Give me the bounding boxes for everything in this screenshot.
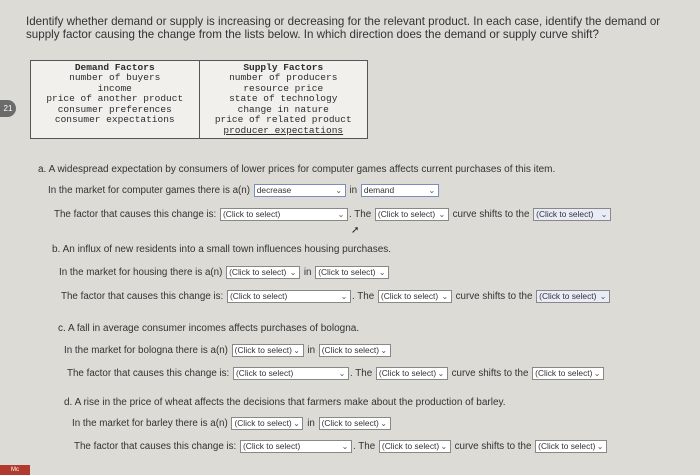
chevron-down-icon: ⌄ — [600, 210, 608, 219]
dropdown-value: (Click to select) — [229, 267, 287, 277]
change-type-dropdown[interactable] — [232, 344, 304, 357]
supply-factor-item: resource price — [243, 82, 324, 94]
dropdown-value: (Click to select) — [378, 368, 437, 378]
chevron-down-icon: ⌄ — [341, 442, 349, 451]
shifts-text: curve shifts to the — [455, 291, 533, 303]
supply-factors-title: Supply Factors — [243, 62, 324, 73]
dropdown-value: (Click to select) — [377, 209, 436, 219]
chevron-down-icon: ⌄ — [337, 210, 345, 219]
in-text: in — [349, 185, 358, 197]
change-type-dropdown[interactable] — [254, 184, 346, 197]
shifts-text: curve shifts to the — [452, 209, 530, 221]
demand-factor-item: income — [97, 82, 132, 94]
dropdown-value: (Click to select) — [381, 441, 440, 451]
in-text: in — [307, 345, 316, 357]
market-text: In the market for computer games there is a(n) — [48, 185, 251, 197]
demand-supply-dropdown[interactable] — [319, 417, 391, 430]
the-text: . The — [350, 368, 373, 380]
curve-dropdown[interactable] — [379, 440, 451, 453]
supply-factor-item: price of related product — [214, 114, 352, 125]
demand-factor-item: number of buyers — [69, 72, 161, 83]
in-text: in — [303, 267, 312, 279]
question-b-title: b. An influx of new residents into a small town influences housing purchases. — [52, 244, 392, 255]
the-text: . The — [353, 441, 376, 453]
chevron-down-icon: ⌄ — [340, 292, 348, 301]
instructions-text: Identify whether demand or supply is increasing or decreasing for the relevant product. In each case, identify the demand or supply factor causing the change from the lists below. In which direction does the demand or supply curve shift? — [26, 15, 661, 41]
factor-text: The factor that causes this change is: — [74, 441, 237, 453]
dropdown-value: (Click to select) — [321, 418, 379, 428]
dropdown-value: (Click to select) — [243, 441, 301, 451]
curve-dropdown[interactable] — [376, 367, 448, 380]
dropdown-value: (Click to select) — [380, 291, 439, 301]
factor-text: The factor that causes this change is: — [67, 368, 230, 380]
chevron-down-icon: ⌄ — [437, 369, 445, 378]
the-text: . The — [349, 209, 372, 221]
question-a-market-row — [48, 184, 440, 197]
chevron-down-icon: ⌄ — [380, 346, 388, 355]
chevron-down-icon: ⌄ — [441, 292, 449, 301]
factor-dropdown[interactable] — [227, 290, 351, 303]
chevron-down-icon: ⌄ — [380, 419, 387, 428]
demand-supply-dropdown[interactable] — [319, 344, 391, 357]
dropdown-value: (Click to select) — [536, 209, 594, 219]
dropdown-value: (Click to select) — [538, 441, 596, 451]
demand-supply-dropdown[interactable] — [361, 184, 439, 197]
dropdown-value: decrease — [256, 185, 292, 195]
supply-factor-item: number of producers — [229, 72, 338, 83]
chevron-down-icon: ⌄ — [289, 268, 297, 277]
shifts-text: curve shifts to the — [451, 368, 529, 380]
factor-text: The factor that causes this change is: — [61, 291, 224, 303]
factor-dropdown[interactable] — [220, 208, 348, 221]
supply-factor-item: state of technology — [229, 93, 338, 104]
dropdown-value: (Click to select) — [321, 345, 380, 355]
chevron-down-icon: ⌄ — [438, 210, 446, 219]
factor-text: The factor that causes this change is: — [54, 209, 217, 221]
chevron-down-icon: ⌄ — [428, 186, 436, 195]
change-type-dropdown[interactable] — [231, 417, 303, 430]
question-b-factor-row — [61, 290, 611, 303]
market-text: In the market for housing there is a(n) — [59, 267, 223, 279]
direction-dropdown[interactable] — [533, 208, 611, 221]
dropdown-value: (Click to select) — [535, 368, 593, 378]
market-text: In the market for barley there is a(n) — [72, 418, 228, 430]
question-d-market-row — [72, 417, 392, 430]
dropdown-value: (Click to select) — [236, 368, 294, 378]
chevron-down-icon: ⌄ — [293, 419, 300, 428]
in-text: in — [307, 418, 315, 430]
dropdown-value: (Click to select) — [539, 291, 597, 301]
supply-factors-cell — [199, 61, 368, 139]
question-c-title: c. A fall in average consumer incomes affects purchases of bologna. — [58, 323, 360, 334]
dropdown-value: (Click to select) — [230, 291, 288, 301]
chevron-down-icon: ⌄ — [440, 442, 448, 451]
demand-factor-item: price of another product — [46, 93, 184, 104]
shifts-text: curve shifts to the — [454, 441, 532, 453]
demand-factors-title: Demand Factors — [74, 62, 155, 73]
chevron-down-icon: ⌄ — [338, 369, 346, 378]
question-number-badge: 21 — [0, 100, 16, 117]
the-text: . The — [352, 291, 375, 303]
demand-factors-cell — [31, 61, 200, 139]
dropdown-value: (Click to select) — [318, 267, 376, 277]
question-c-market-row — [64, 344, 392, 357]
chevron-down-icon: ⌄ — [335, 186, 343, 195]
direction-dropdown[interactable] — [535, 440, 607, 453]
dropdown-value: (Click to select) — [234, 345, 292, 355]
chevron-down-icon: ⌄ — [596, 442, 604, 451]
factor-dropdown[interactable] — [233, 367, 349, 380]
chevron-down-icon: ⌄ — [593, 369, 601, 378]
chevron-down-icon: ⌄ — [599, 292, 607, 301]
demand-factor-item: consumer preferences — [57, 103, 172, 115]
supply-factor-item: producer expectations — [223, 124, 344, 136]
brand-logo: Mc — [0, 465, 30, 475]
question-d-title: d. A rise in the price of wheat affects the decisions that farmers make about the production of barley. — [64, 397, 506, 408]
curve-dropdown[interactable] — [375, 208, 449, 221]
question-d-factor-row — [74, 440, 608, 453]
factor-dropdown[interactable] — [240, 440, 352, 453]
demand-supply-dropdown[interactable] — [315, 266, 389, 279]
question-b-market-row — [59, 266, 390, 279]
change-type-dropdown[interactable] — [226, 266, 300, 279]
market-text: In the market for bologna there is a(n) — [64, 345, 228, 357]
direction-dropdown[interactable] — [536, 290, 610, 303]
question-a-factor-row — [54, 208, 612, 221]
supply-factor-item: change in nature — [237, 103, 329, 115]
curve-dropdown[interactable] — [378, 290, 452, 303]
direction-dropdown[interactable] — [532, 367, 604, 380]
mouse-cursor-icon: ➚ — [351, 225, 360, 236]
question-c-factor-row — [67, 367, 605, 380]
factors-table — [30, 60, 368, 139]
dropdown-value: (Click to select) — [223, 209, 281, 219]
demand-factor-item: consumer expectations — [54, 114, 175, 125]
chevron-down-icon: ⌄ — [293, 346, 300, 355]
chevron-down-icon: ⌄ — [378, 268, 386, 277]
dropdown-value: (Click to select) — [234, 418, 292, 428]
question-a-title: a. A widespread expectation by consumers of lower prices for computer games affects current purchases of this item. — [38, 164, 556, 175]
dropdown-value: demand — [363, 185, 395, 195]
